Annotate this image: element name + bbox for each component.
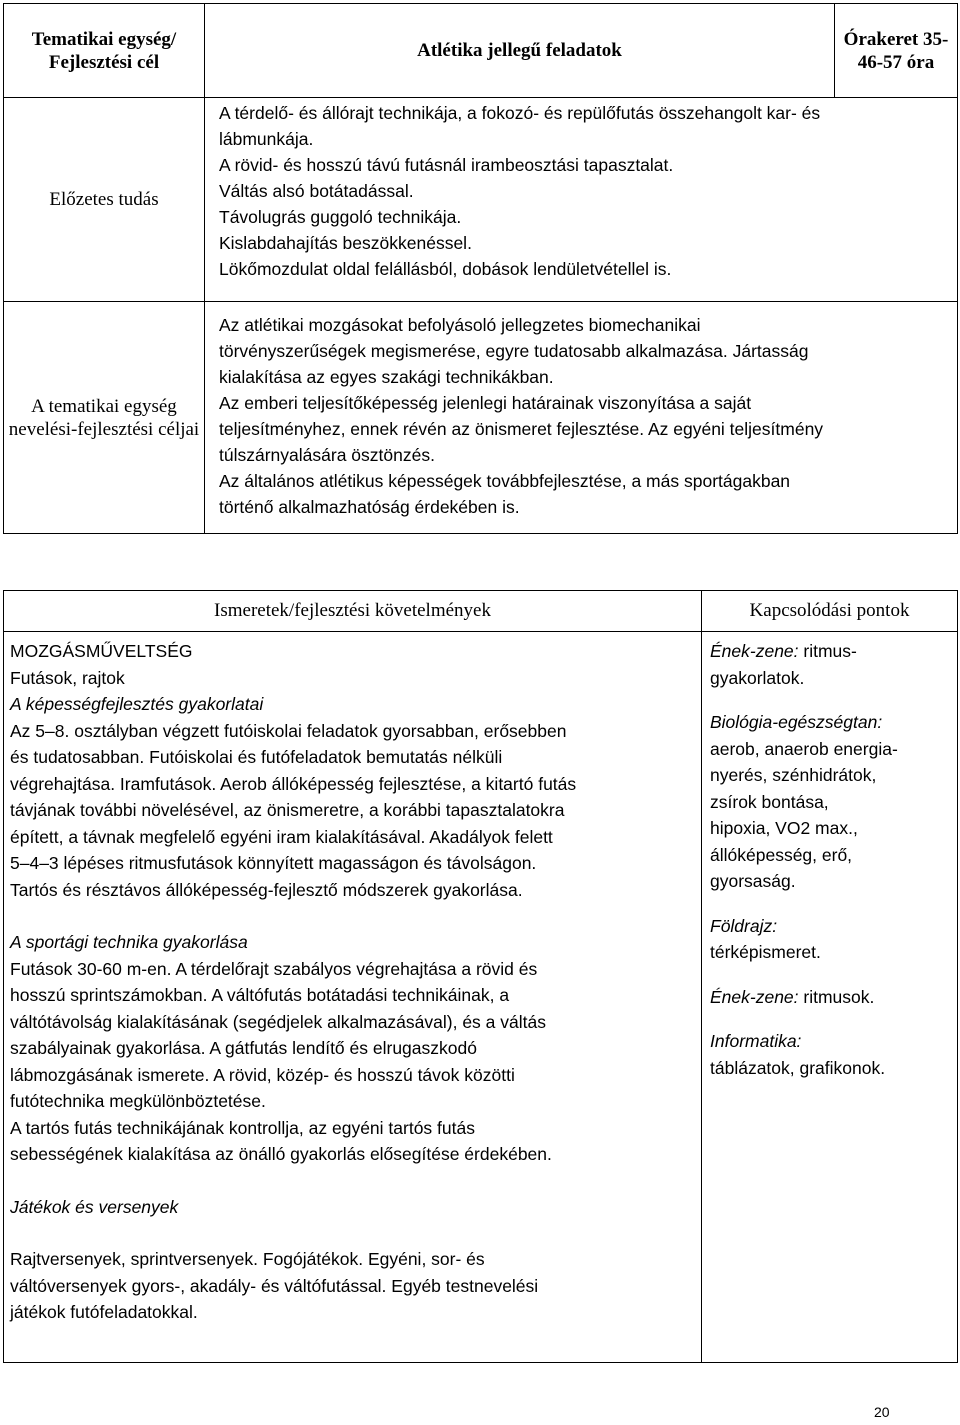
link-item <box>710 913 951 966</box>
goals-label <box>4 302 205 534</box>
header-title <box>205 4 835 98</box>
prior-line: A rövid- és hosszú távú futásnál irambeosztási tapasztalat. <box>219 155 674 175</box>
body-line: és tudatosabban. Futóiskolai és futófeladatok bemutatás nélküli <box>10 747 503 767</box>
section-subheading: Futások, rajtok <box>10 667 125 688</box>
spacer <box>710 1010 951 1028</box>
goals-line: túlszárnyalására ösztönzés. <box>219 445 435 465</box>
requirements-content <box>4 632 702 1363</box>
section-italic-heading: A képességfejlesztés gyakorlatai <box>10 694 264 714</box>
header-topic-unit <box>4 4 205 98</box>
links-header-text: Kapcsolódási pontok <box>749 600 910 621</box>
prior-line: Távolugrás guggoló technikája. <box>219 207 462 227</box>
prior-line: lábmunkája. <box>219 129 314 149</box>
body-line: A tartós futás technikájának kontrollja, az egyéni tartós futás <box>10 1117 475 1138</box>
prior-knowledge-label <box>4 98 205 302</box>
header-hours-text: Órakeret 35-46-57 óra <box>843 28 949 73</box>
body-line: szabályainak gyakorlása. A gátfutás lendítő és elrugaszkodó <box>10 1038 477 1058</box>
body-line: Rajtversenyek, sprintversenyek. Fogójátékok. Egyéni, sor- és <box>10 1249 485 1269</box>
goals-label-text: A tematikai egység nevelési-fejlesztési céljai <box>8 395 200 440</box>
prior-line: Váltás alsó botátadással. <box>219 181 414 201</box>
body-line: hosszú sprintszámokban. A váltófutás botátadási technikáinak, a <box>10 985 510 1005</box>
link-text: gyorsaság. <box>710 871 796 891</box>
link-item <box>710 709 951 895</box>
link-item <box>710 638 951 691</box>
body-line: váltótávolság kialakításának (segédjelek alkalmazásával), és a váltás <box>10 1011 546 1032</box>
links-header <box>702 591 958 632</box>
goals-line: Az emberi teljesítőképesség jelenlegi határainak viszonyítása a saját <box>219 393 752 413</box>
requirements-header <box>4 591 702 632</box>
link-subject: Ének-zene: <box>710 986 799 1007</box>
goals-line: Az általános atlétikus képességek továbbfejlesztése, a más sportágakban <box>219 471 791 491</box>
body-line: lábmozgásának ismerete. A rövid, közép- és hosszú távok közötti <box>10 1064 515 1085</box>
prior-line: A térdelő- és állórajt technikája, a fokozó- és repülőfutás összehangolt kar- és <box>219 103 821 123</box>
header-title-text: Atlétika jellegű feladatok <box>417 40 622 61</box>
links-content <box>702 632 958 1363</box>
body-line: Az 5–8. osztályban végzett futóiskolai feladatok gyorsabban, erősebben <box>10 720 567 741</box>
body-line: végrehajtása. Iramfutások. Aerob állóképesség fejlesztése, a kitartó futás <box>10 773 577 794</box>
link-item <box>710 1028 951 1081</box>
topic-table <box>3 3 958 534</box>
link-text: hipoxia, VO2 max., <box>710 818 858 838</box>
spacer <box>710 691 951 709</box>
link-subject: Ének-zene: <box>710 641 799 661</box>
prior-line: Kislabdahajítás beszökkenéssel. <box>219 233 472 253</box>
body-line: Futások 30-60 m-en. A térdelőrajt szabályos végrehajtása a rövid és <box>10 958 538 979</box>
goals-content <box>205 302 958 534</box>
body-line: játékok futófeladatokkal. <box>10 1302 198 1322</box>
link-text: térképismeret. <box>710 942 821 962</box>
link-text: ritmusok. <box>798 986 875 1007</box>
page-number: 20 <box>874 1404 890 1420</box>
body-line: futótechnika megkülönböztetése. <box>10 1091 266 1111</box>
prior-knowledge-content <box>205 98 958 302</box>
requirements-table <box>3 590 958 1363</box>
link-text: állóképesség, erő, <box>710 844 853 865</box>
body-line: váltóversenyek gyors-, akadály- és váltófutással. Egyéb testnevelési <box>10 1275 539 1296</box>
section-heading: MOZGÁSMŰVELTSÉG <box>10 641 193 661</box>
spacer <box>710 966 951 984</box>
link-subject: Informatika: <box>710 1031 802 1051</box>
link-subject: Biológia-egészségtan: <box>710 712 883 732</box>
body-line: 5–4–3 lépéses ritmusfutások könnyített magasságon és távolságon. <box>10 853 537 873</box>
requirements-header-text: Ismeretek/fejlesztési követelmények <box>214 600 491 621</box>
prior-line: Lökőmozdulat oldal felállásból, dobások lendületvétellel is. <box>219 259 672 279</box>
link-subject: Földrajz: <box>710 915 778 936</box>
spacer <box>10 1220 695 1246</box>
link-text: táblázatok, grafikonok. <box>710 1057 886 1078</box>
spacer <box>10 1168 695 1194</box>
header-topic-unit-text: Tematikai egység/ Fejlesztési cél <box>31 28 177 73</box>
section-italic-heading: Játékok és versenyek <box>10 1196 179 1217</box>
spacer <box>10 903 695 929</box>
prior-knowledge-label-text: Előzetes tudás <box>49 189 159 210</box>
goals-line: teljesítményhez, ennek révén az önismeret fejlesztése. Az egyéni teljesítmény <box>219 419 824 439</box>
body-line: sebességének kialakítása az önálló gyakorlás elősegítése érdekében. <box>10 1144 552 1164</box>
spacer <box>710 895 951 913</box>
body-line: épített, a távnak megfelelő egyéni iram kialakításával. Akadályok felett <box>10 826 553 847</box>
goals-line: törvényszerűségek megismerése, egyre tudatosabb alkalmazása. Jártasság <box>219 341 809 361</box>
link-text: gyakorlatok. <box>710 667 805 688</box>
goals-line: Az atlétikai mozgásokat befolyásoló jellegzetes biomechanikai <box>219 315 701 335</box>
body-line: távjának további növelésével, az önismeretre, a korábbi tapasztalatokra <box>10 800 565 820</box>
link-text: ritmus- <box>798 641 857 661</box>
link-item <box>710 984 951 1011</box>
goals-line: történő alkalmazhatóság érdekében is. <box>219 497 520 517</box>
header-hours <box>835 4 958 98</box>
link-text: aerob, anaerob energia- <box>710 738 898 759</box>
body-line: Tartós és résztávos állóképesség-fejlesztő módszerek gyakorlása. <box>10 879 523 900</box>
section-italic-heading: A sportági technika gyakorlása <box>10 932 248 952</box>
goals-line: kialakítása az egyes szakági technikákban. <box>219 367 554 387</box>
link-text: zsírok bontása, <box>710 791 829 812</box>
link-text: nyerés, szénhidrátok, <box>710 765 877 785</box>
